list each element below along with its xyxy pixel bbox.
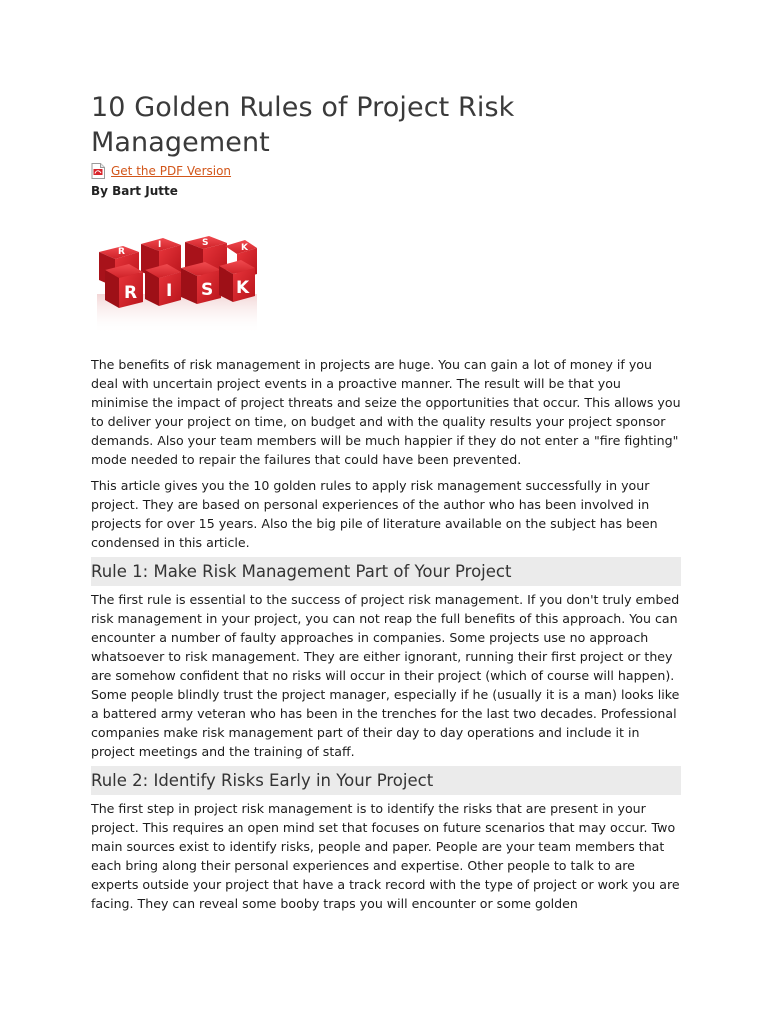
svg-text:R: R bbox=[118, 247, 125, 257]
section-heading-text: Rule 2: Identify Risks Early in Your Project bbox=[91, 771, 434, 790]
svg-text:I: I bbox=[158, 240, 162, 250]
risk-dice-image bbox=[91, 232, 261, 337]
pdf-file-icon[interactable] bbox=[91, 163, 105, 179]
pdf-download-link[interactable]: Get the PDF Version bbox=[111, 164, 232, 178]
svg-text:R: R bbox=[124, 283, 138, 303]
intro-paragraph: This article gives you the 10 golden rules to apply risk management successfully in your project. They are based on personal experiences of the author who has been involved in projects for over 15 years. Also the big pile of literature available on the subject has been condensed in this article. bbox=[91, 478, 658, 550]
section-heading-text: Rule 1: Make Risk Management Part of Your Project bbox=[91, 562, 512, 581]
svg-text:S: S bbox=[202, 238, 209, 248]
section-heading-rule-2 bbox=[91, 766, 681, 795]
author-byline: By Bart Jutte bbox=[91, 184, 178, 198]
section-body-rule-1: The first rule is essential to the success of project risk management. If you don't truly embed risk management in your project, you can not reap the full benefits of this approach. You can encounter a number of faulty approaches in companies. Some projects use no approach whatsoever to risk management. They are either ignorant, running their first project or they are somehow confident that no risks will occur in their project (which of course will happen). Some people blindly trust the project manager, especially if he (usually it is a man) looks like a battered army veteran who has been in the trenches for the last two decades. Professional companies make risk management part of their day to day operations and include it in project meetings and the training of staff. bbox=[91, 592, 680, 759]
svg-text:K: K bbox=[236, 278, 250, 298]
svg-text:K: K bbox=[241, 243, 248, 253]
svg-text:S: S bbox=[201, 280, 214, 300]
intro-paragraph: The benefits of risk management in projects are huge. You can gain a lot of money if you deal with uncertain project events in a proactive manner. The result will be that you minimise the impact of project threats and seize the opportunities that occur. This allows you to deliver your project on time, on budget and with the quality results your project sponsor demands. Also your team members will be much happier if they do not enter a "fire fighting" mode needed to repair the failures that could have been prevented. bbox=[91, 357, 681, 467]
section-heading-rule-1 bbox=[91, 557, 681, 586]
section-body-rule-2: The first step in project risk management is to identify the risks that are present in your project. This requires an open mind set that focuses on future scenarios that may occur. Two main sources exist to identify risks, people and paper. People are your team members that each bring along their personal experiences and expertise. Other people to talk to are experts outside your project that have a track record with the type of project or work you are facing. They can reveal some booby traps you will encounter or some golden bbox=[91, 801, 680, 911]
article bbox=[91, 90, 681, 913]
svg-text:I: I bbox=[166, 281, 173, 301]
page-title: 10 Golden Rules of Project Risk Management bbox=[91, 92, 515, 158]
pdf-download-row bbox=[91, 162, 681, 180]
